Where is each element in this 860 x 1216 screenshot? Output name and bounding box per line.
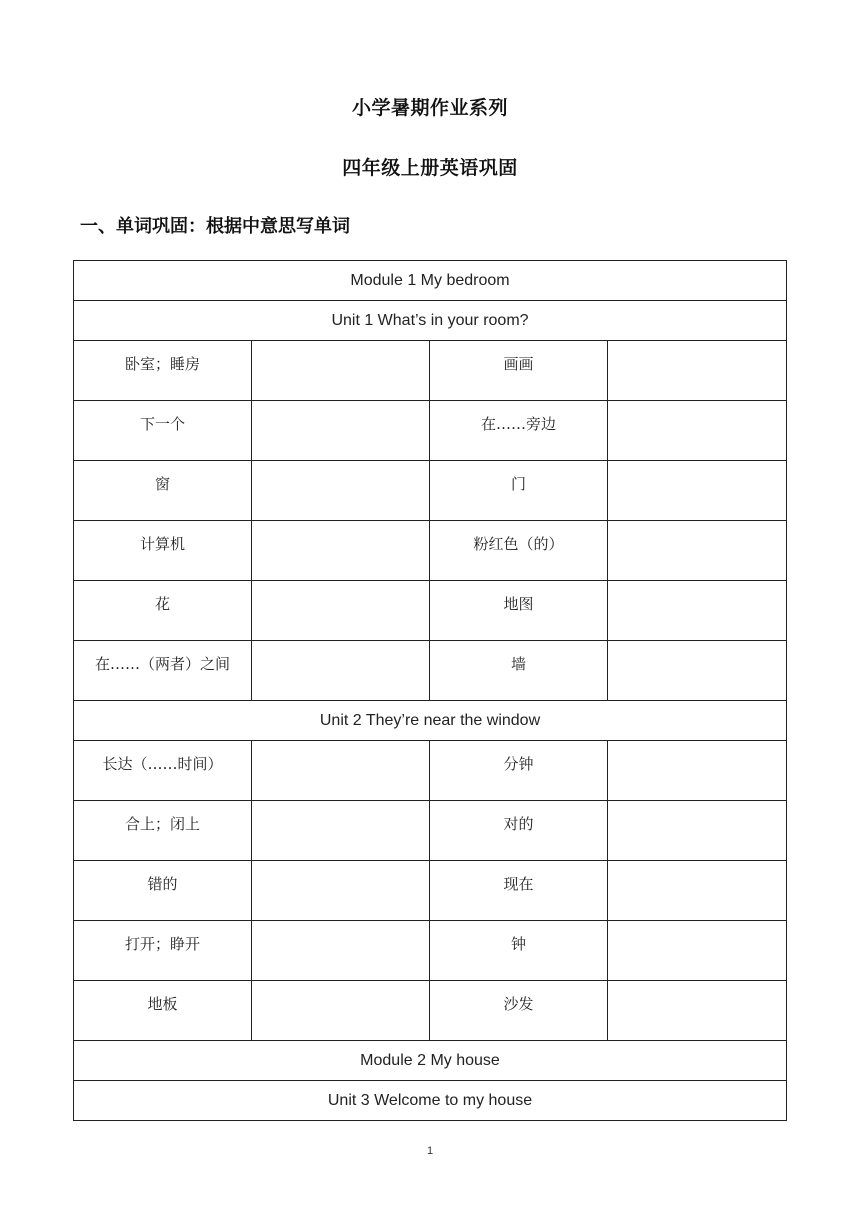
chinese-prompt-cell: 对的 [430, 801, 608, 861]
chinese-prompt-cell: 打开；睁开 [74, 921, 252, 981]
answer-cell[interactable] [252, 401, 430, 461]
chinese-prompt-cell: 计算机 [74, 521, 252, 581]
chinese-prompt-cell: 粉红色（的） [430, 521, 608, 581]
chinese-prompt-cell: 长达（……时间） [74, 741, 252, 801]
answer-cell[interactable] [608, 981, 787, 1041]
module-header: Module 1 My bedroom [74, 261, 787, 301]
chinese-prompt-cell: 下一个 [74, 401, 252, 461]
answer-cell[interactable] [608, 581, 787, 641]
unit-header: Unit 3 Welcome to my house [74, 1081, 787, 1121]
chinese-prompt-cell: 门 [430, 461, 608, 521]
unit-header: Unit 1 What’s in your room? [74, 301, 787, 341]
answer-cell[interactable] [608, 521, 787, 581]
table-row [74, 341, 787, 401]
chinese-prompt-cell: 现在 [430, 861, 608, 921]
table-row [74, 461, 787, 521]
answer-cell[interactable] [608, 921, 787, 981]
chinese-prompt-cell: 地图 [430, 581, 608, 641]
answer-cell[interactable] [252, 521, 430, 581]
answer-cell[interactable] [608, 641, 787, 701]
chinese-prompt-cell: 花 [74, 581, 252, 641]
chinese-prompt-cell: 地板 [74, 981, 252, 1041]
answer-cell[interactable] [608, 461, 787, 521]
document-title: 小学暑期作业系列 [351, 97, 508, 119]
chinese-prompt-cell: 沙发 [430, 981, 608, 1041]
document-subtitle: 四年级上册英语巩固 [342, 157, 518, 179]
unit-header: Unit 2 They’re near the window [74, 701, 787, 741]
table-row [74, 581, 787, 641]
chinese-prompt-cell: 墙 [430, 641, 608, 701]
module-header: Module 2 My house [74, 1041, 787, 1081]
table-row [74, 401, 787, 461]
answer-cell[interactable] [252, 741, 430, 801]
chinese-prompt-cell: 在……（两者）之间 [74, 641, 252, 701]
chinese-prompt-cell: 卧室；睡房 [74, 341, 252, 401]
answer-cell[interactable] [252, 921, 430, 981]
answer-cell[interactable] [252, 461, 430, 521]
table-row [74, 521, 787, 581]
answer-cell[interactable] [608, 401, 787, 461]
answer-cell[interactable] [608, 741, 787, 801]
vocabulary-table [73, 260, 787, 1121]
table-row [74, 641, 787, 701]
chinese-prompt-cell: 错的 [74, 861, 252, 921]
answer-cell[interactable] [252, 801, 430, 861]
chinese-prompt-cell: 钟 [430, 921, 608, 981]
table-row [74, 981, 787, 1041]
answer-cell[interactable] [608, 341, 787, 401]
chinese-prompt-cell: 分钟 [430, 741, 608, 801]
table-row [74, 801, 787, 861]
answer-cell[interactable] [252, 581, 430, 641]
chinese-prompt-cell: 合上；闭上 [74, 801, 252, 861]
answer-cell[interactable] [252, 341, 430, 401]
chinese-prompt-cell: 窗 [74, 461, 252, 521]
answer-cell[interactable] [252, 861, 430, 921]
answer-cell[interactable] [608, 861, 787, 921]
chinese-prompt-cell: 画画 [430, 341, 608, 401]
answer-cell[interactable] [608, 801, 787, 861]
answer-cell[interactable] [252, 981, 430, 1041]
section-heading: 一、单词巩固：根据中意思写单词 [80, 216, 350, 237]
page-number: 1 [426, 1145, 434, 1157]
chinese-prompt-cell: 在……旁边 [430, 401, 608, 461]
table-row [74, 921, 787, 981]
table-row [74, 741, 787, 801]
table-row [74, 861, 787, 921]
answer-cell[interactable] [252, 641, 430, 701]
